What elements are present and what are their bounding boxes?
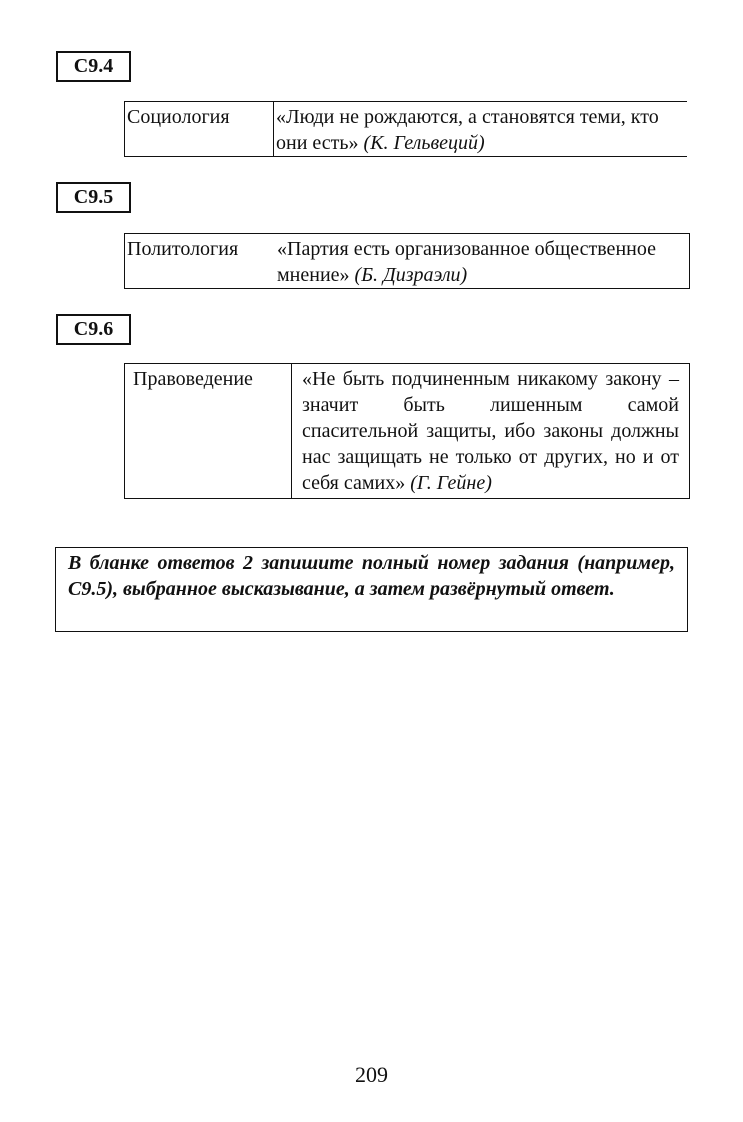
- quote-text: «Партия есть организованное общественное мнение»: [277, 238, 656, 286]
- quote-cell: [292, 364, 690, 499]
- task-label-c9-5: С9.5: [56, 182, 131, 213]
- quote-cell: [273, 234, 690, 289]
- instruction-box: В бланке ответов 2 запишите полный номер задания (например, С9.5), выбранное высказывание, а затем развёрнутый ответ.: [55, 547, 688, 632]
- task-label-c9-6: С9.6: [56, 314, 131, 345]
- task-table-c9-6: [124, 363, 690, 499]
- page-number: 209: [355, 1062, 388, 1087]
- subject-cell: Правоведение: [125, 364, 292, 499]
- task-table-c9-4: [124, 101, 687, 157]
- task-label-c9-4: С9.4: [56, 51, 131, 82]
- quote-author: (К. Гельвеций): [363, 132, 485, 154]
- subject-cell: Социология: [125, 102, 274, 157]
- quote-author: (Б. Дизраэли): [354, 264, 468, 286]
- quote-text: «Не быть подчиненным никакому закону – значит быть лишенным самой спасительной защиты, ибо законы должны нас защищать не только от других, но и от себя самих»: [302, 368, 679, 494]
- task-table-c9-5: [124, 233, 690, 289]
- subject-cell: Политология: [127, 238, 239, 260]
- quote-author: (Г. Гейне): [410, 472, 492, 494]
- quote-cell: [274, 102, 688, 157]
- quote-text: «Люди не рождаются, а становятся теми, кто они есть»: [276, 106, 659, 154]
